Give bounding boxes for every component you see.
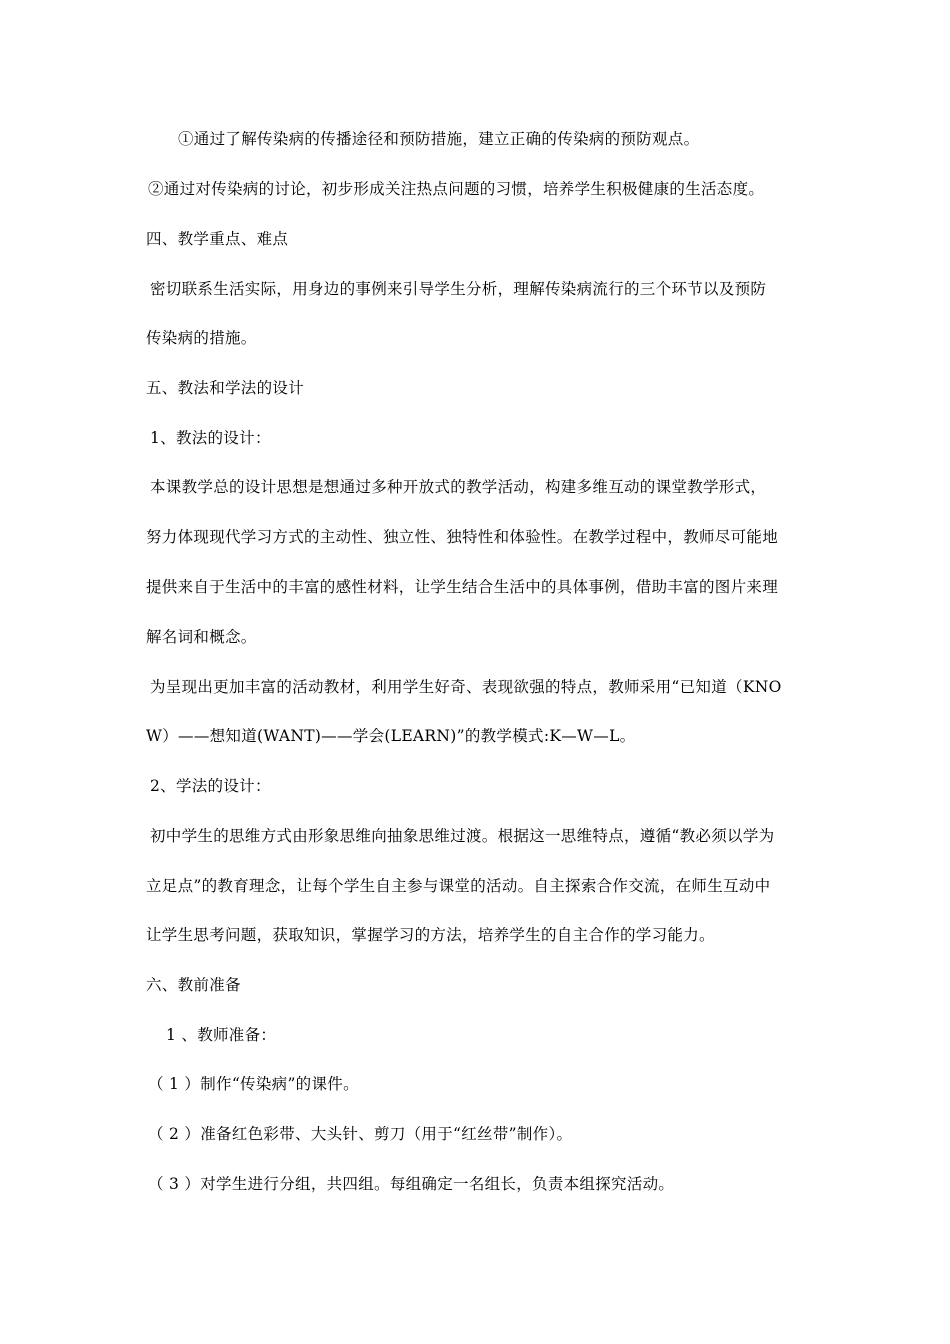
list-item: （ 2 ）准备红色彩带、大头针、剪刀（用于“红丝带”制作）。 xyxy=(148,1125,573,1143)
paragraph-line: 为呈现出更加丰富的活动教材，利用学生好奇、表现欲强的特点，教师采用“已知道（KNO xyxy=(150,678,782,696)
objective-line-1: ①通过了解传染病的传播途径和预防措施，建立正确的传染病的预防观点。 xyxy=(178,130,700,148)
section-heading-key-points: 四、教学重点、难点 xyxy=(146,230,289,248)
subheading-learning-method: 2、学法的设计： xyxy=(150,777,271,795)
paragraph-line: 初中学生的思维方式由形象思维向抽象思维过渡。根据这一思维特点，遵循“教必须以学为 xyxy=(150,827,775,845)
paragraph-line: 解名词和概念。 xyxy=(146,628,257,646)
section-heading-preparation: 六、教前准备 xyxy=(146,976,241,994)
paragraph-line: 提供来自于生活中的丰富的感性材料，让学生结合生活中的具体事例，借助丰富的图片来理 xyxy=(146,578,779,596)
list-item: （ 1 ）制作“传染病”的课件。 xyxy=(148,1075,359,1093)
section-heading-methods: 五、教法和学法的设计 xyxy=(146,379,305,397)
paragraph-line: 本课教学总的设计思想是想通过多种开放式的教学活动，构建多维互动的课堂教学形式， xyxy=(150,478,767,496)
paragraph-line: 密切联系生活实际，用身边的事例来引导学生分析，理解传染病流行的三个环节以及预防 xyxy=(150,280,767,298)
paragraph-line: 努力体现现代学习方式的主动性、独立性、独特性和体验性。在教学过程中，教师尽可能地 xyxy=(146,528,779,546)
objective-line-2: ②通过对传染病的讨论，初步形成关注热点问题的习惯，培养学生积极健康的生活态度。 xyxy=(148,180,765,198)
paragraph-line: 立足点”的教育理念，让每个学生自主参与课堂的活动。自主探索合作交流，在师生互动中 xyxy=(146,877,771,895)
list-item: （ 3 ）对学生进行分组，共四组。每组确定一名组长，负责本组探究活动。 xyxy=(148,1175,675,1193)
paragraph-line: 让学生思考问题，获取知识，掌握学习的方法，培养学生的自主合作的学习能力。 xyxy=(146,926,715,944)
subheading-teacher-preparation: 1 、教师准备： xyxy=(166,1026,277,1044)
subheading-teaching-method: 1、教法的设计： xyxy=(150,429,271,447)
paragraph-line: W）——想知道(WANT)——学会(LEARN)”的教学模式:K—W—L。 xyxy=(146,727,636,745)
paragraph-line: 传染病的措施。 xyxy=(146,329,257,347)
